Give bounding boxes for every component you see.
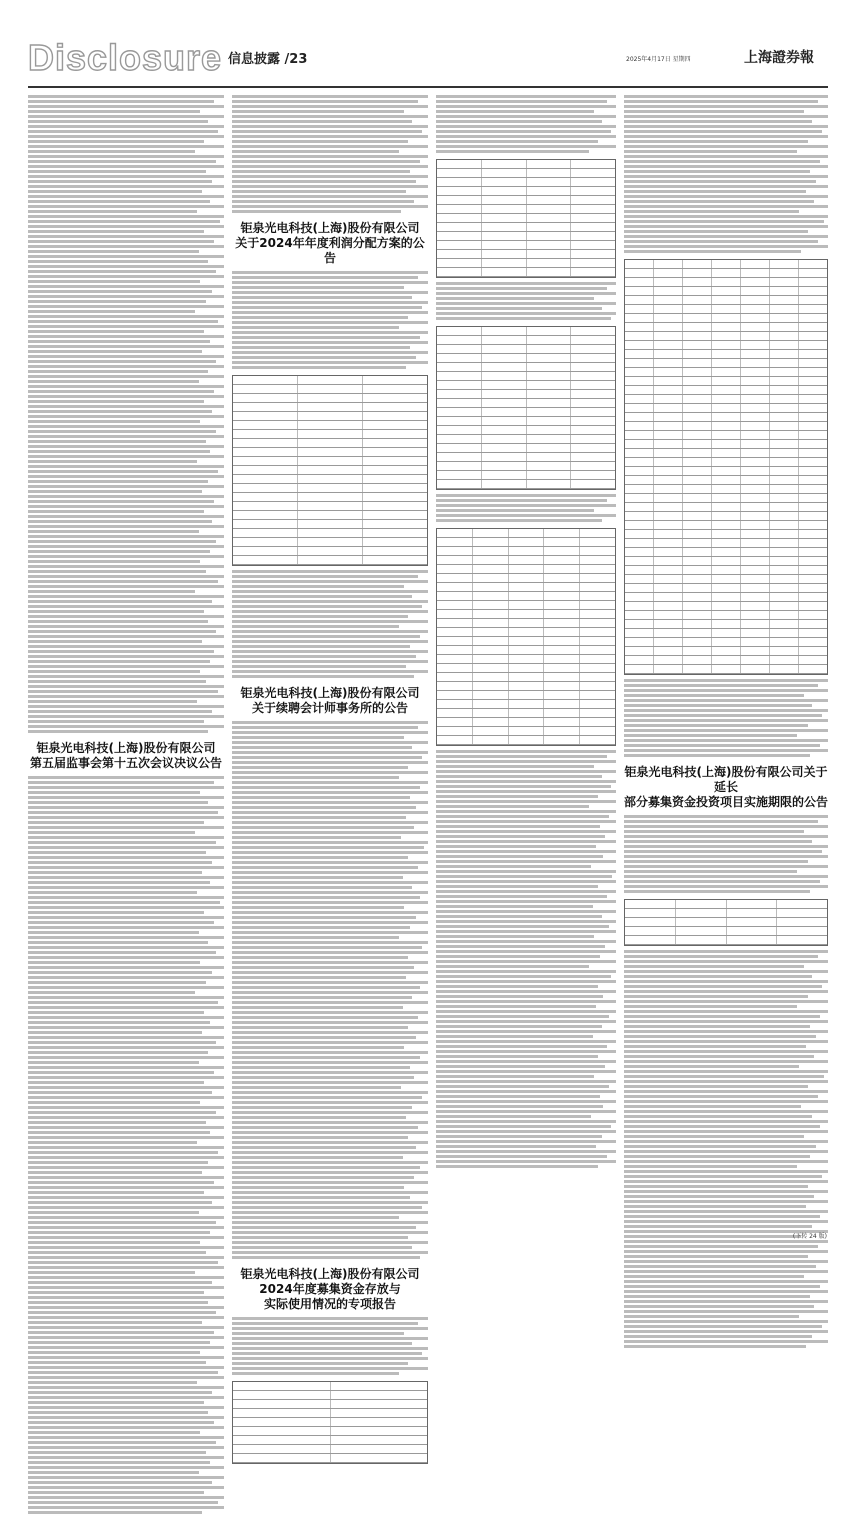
issue-date: 2025年4月17日 星期四 <box>626 56 691 63</box>
text-block <box>232 721 428 1261</box>
text-block <box>624 679 828 759</box>
account-table <box>436 326 616 490</box>
notice-title-auditor: 钜泉光电科技(上海)股份有限公司 关于续聘会计师事务所的公告 <box>240 686 420 715</box>
column-1 <box>28 95 224 1516</box>
text-block <box>624 950 828 1350</box>
text-block <box>436 750 616 1170</box>
notice-title-extension: 钜泉光电科技(上海)股份有限公司关于延长 部分募集资金投资项目实施期限的公告 <box>624 765 829 809</box>
fund-table <box>232 1381 428 1464</box>
text-block <box>232 570 428 680</box>
comparison-table <box>624 259 828 675</box>
text-block <box>624 95 828 255</box>
continued-note: (下转 24 版) <box>792 1233 827 1240</box>
text-block <box>232 1317 428 1377</box>
project-table <box>624 899 828 946</box>
newspaper-brand: 上海證券報 <box>744 50 814 66</box>
fund-usage-table <box>436 159 616 278</box>
header-rule <box>28 86 828 88</box>
text-block <box>232 95 428 215</box>
notice-title-supervisory: 钜泉光电科技(上海)股份有限公司 第五届监事会第十五次会议决议公告 <box>29 741 222 770</box>
text-block <box>436 95 616 155</box>
notice-title-profit-distribution: 钜泉光电科技(上海)股份有限公司 关于2024年年度利润分配方案的公告 <box>235 221 425 265</box>
text-block <box>28 95 224 735</box>
column-3 <box>436 95 616 1170</box>
notice-title-fund-report: 钜泉光电科技(上海)股份有限公司 2024年度募集资金存放与 实际使用情况的专项报告 <box>240 1267 420 1311</box>
section-title: 信息披露 /23 <box>228 52 308 67</box>
investment-table <box>436 528 616 746</box>
column-2 <box>232 95 428 1468</box>
page-header <box>28 36 828 84</box>
text-block <box>232 271 428 371</box>
column-4 <box>624 95 828 1350</box>
masthead: Disclosure <box>28 37 223 78</box>
top-margin <box>0 0 857 18</box>
text-block <box>28 776 224 1516</box>
financial-table <box>232 375 428 566</box>
text-block <box>436 494 616 524</box>
text-block <box>624 815 828 895</box>
text-block <box>436 282 616 322</box>
